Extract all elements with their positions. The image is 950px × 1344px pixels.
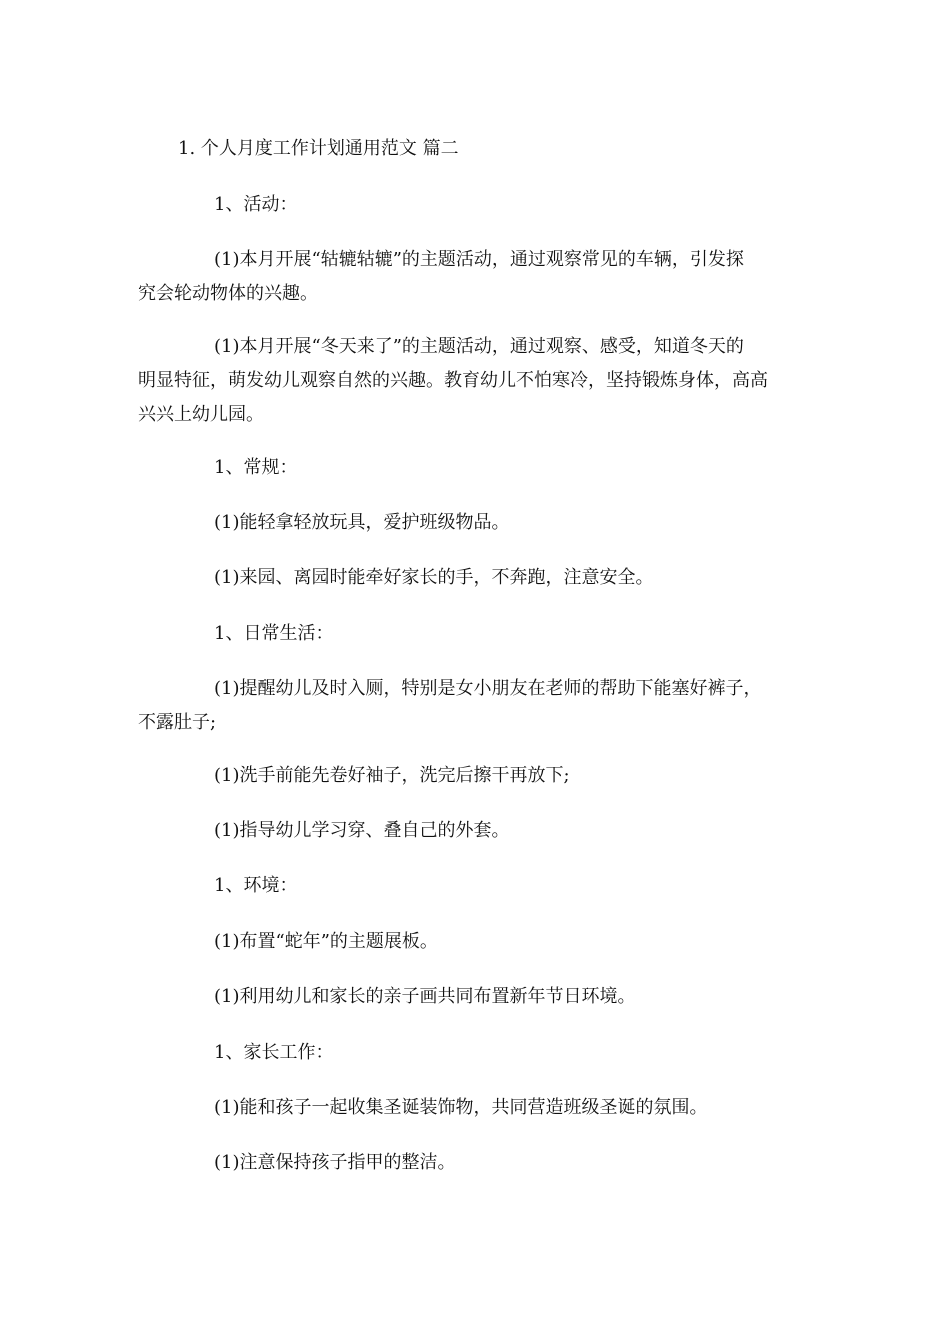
paragraph bbox=[138, 672, 814, 740]
paragraph-line: (1)提醒幼儿及时入厕，特别是女小朋友在老师的帮助下能塞好裤子， bbox=[214, 678, 762, 699]
paragraph: (1)能和孩子一起收集圣诞装饰物，共同营造班级圣诞的氛围。 bbox=[214, 1097, 708, 1118]
section-heading-activities: 1、活动： bbox=[214, 194, 298, 215]
section-heading-daily-life: 1、日常生活： bbox=[214, 623, 334, 644]
paragraph bbox=[138, 330, 814, 432]
paragraph: (1)来园、离园时能牵好家长的手，不奔跑，注意安全。 bbox=[214, 567, 654, 588]
paragraph-line: (1)本月开展“冬天来了”的主题活动，通过观察、感受，知道冬天的 bbox=[214, 336, 744, 357]
section-heading-parent-work: 1、家长工作： bbox=[214, 1042, 334, 1063]
paragraph: (1)能轻拿轻放玩具，爱护班级物品。 bbox=[214, 512, 510, 533]
paragraph: (1)洗手前能先卷好袖子，洗完后擦干再放下; bbox=[214, 765, 570, 786]
paragraph-line: 兴兴上幼儿园。 bbox=[138, 404, 264, 425]
paragraph: (1)注意保持孩子指甲的整洁。 bbox=[214, 1152, 456, 1173]
paragraph: (1)利用幼儿和家长的亲子画共同布置新年节日环境。 bbox=[214, 986, 636, 1007]
paragraph-line: 不露肚子; bbox=[138, 712, 217, 733]
section-heading-routine: 1、常规： bbox=[214, 457, 298, 478]
paragraph-line: 究会轮动物体的兴趣。 bbox=[138, 283, 318, 304]
paragraph: (1)布置“蛇年”的主题展板。 bbox=[214, 931, 438, 952]
section-heading-environment: 1、环境： bbox=[214, 875, 298, 896]
document-title: 1. 个人月度工作计划通用范文 篇二 bbox=[178, 138, 459, 159]
paragraph: (1)指导幼儿学习穿、叠自己的外套。 bbox=[214, 820, 510, 841]
paragraph-line: (1)本月开展“轱辘轱辘”的主题活动，通过观察常见的车辆，引发探 bbox=[214, 249, 744, 270]
paragraph-line: 明显特征，萌发幼儿观察自然的兴趣。教育幼儿不怕寒冷，坚持锻炼身体，高高 bbox=[138, 370, 768, 391]
paragraph bbox=[138, 243, 814, 311]
